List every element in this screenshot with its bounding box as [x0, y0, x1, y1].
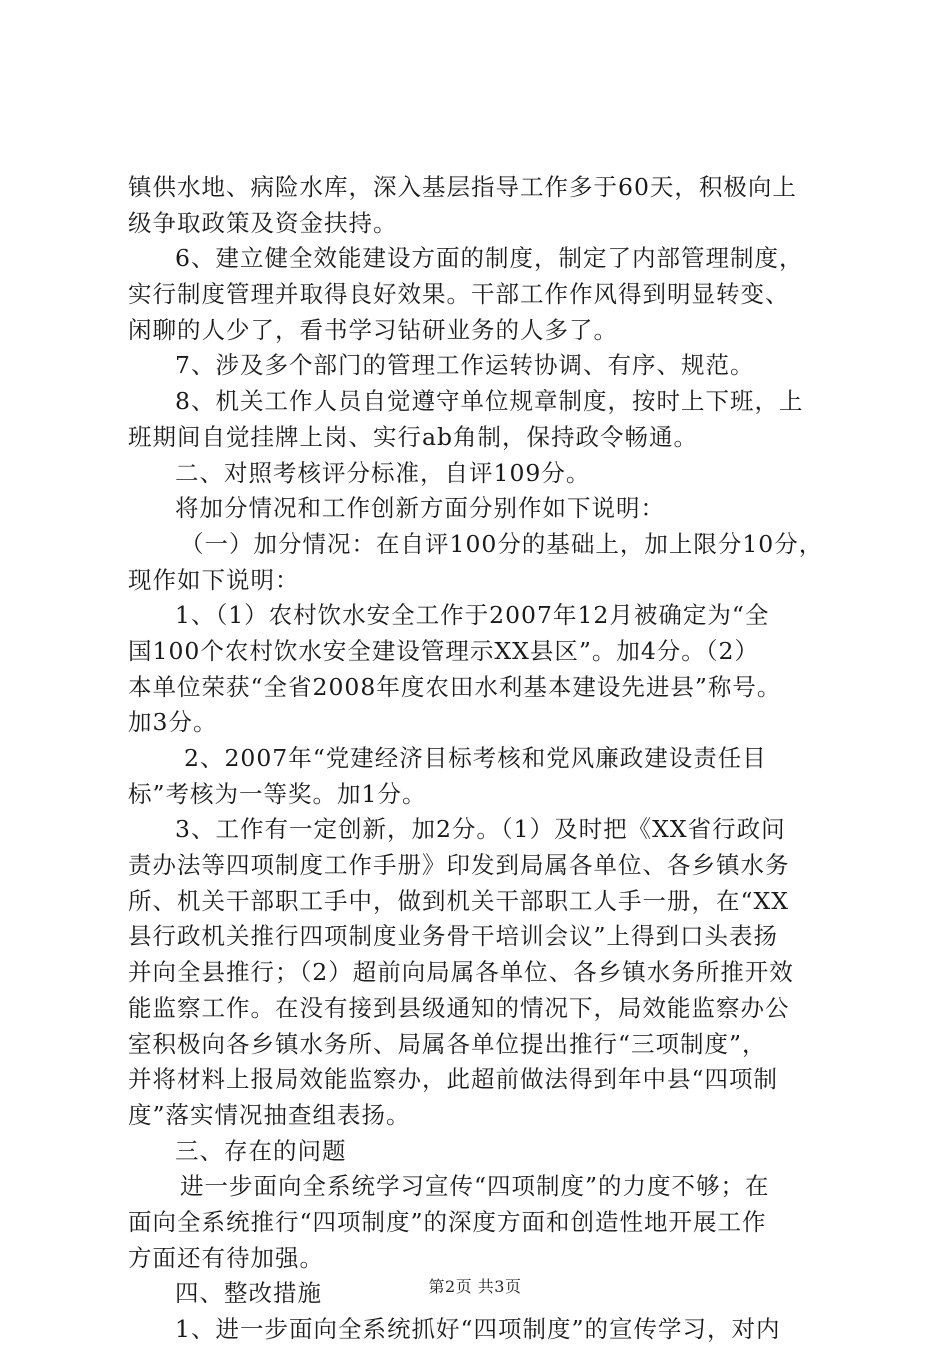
section-heading: 四、整改措施 [175, 1279, 322, 1308]
text-line: 现作如下说明： [128, 565, 300, 594]
text-line: 1、进一步面向全系统抓好“四项制度”的宣传学习，对内 [175, 1315, 781, 1343]
text-line: 加3分。 [128, 708, 218, 737]
text-line: 室积极向各乡镇水务所、局属各单位提出推行“三项制度”， [128, 1029, 767, 1058]
text-line: 本单位荣获“全省2008年度农田水利基本建设先进县”称号。 [128, 672, 782, 701]
text-line: 7、涉及多个部门的管理工作运转协调、有序、规范。 [175, 351, 755, 380]
section-heading: 二、对照考核评分标准，自评109分。 [175, 458, 591, 487]
document-body [128, 170, 840, 1348]
text-line: 2、2007年“党建经济目标考核和党风廉政建设责任目 [184, 744, 767, 772]
section-heading: 三、存在的问题 [175, 1136, 347, 1165]
text-line: 3、工作有一定创新，加2分。（1）及时把《XX省行政问 [175, 815, 786, 844]
text-line: 1、（1）农村饮水安全工作于2007年12月被确定为“全 [175, 601, 770, 630]
text-line: 能监察工作。在没有接到县级通知的情况下，局效能监察办公 [128, 993, 790, 1022]
text-line: 实行制度管理并取得良好效果。干部工作作风得到明显转变、 [128, 280, 790, 309]
text-line: 责办法等四项制度工作手册》印发到局属各单位、各乡镇水务 [128, 851, 790, 880]
text-line: 班期间自觉挂牌上岗、实行ab角制，保持政令畅通。 [128, 422, 699, 451]
text-line: （一）加分情况：在自评100分的基础上，加上限分10分， [180, 529, 824, 558]
text-line: 并向全县推行；（2）超前向局属各单位、各乡镇水务所推开效 [128, 958, 794, 987]
text-line: 国100个农村饮水安全建设管理示XX县区”。加4分。（2） [128, 636, 759, 665]
text-line: 县行政机关推行四项制度业务骨干培训会议”上得到口头表扬 [128, 922, 779, 951]
text-line: 方面还有待加强。 [128, 1243, 324, 1272]
text-line: 进一步面向全系统学习宣传“四项制度”的力度不够；在 [180, 1172, 770, 1201]
text-line: 并将材料上报局效能监察办，此超前做法得到年中县“四项制 [128, 1065, 779, 1094]
text-line: 标”考核为一等奖。加1分。 [128, 779, 427, 808]
text-line: 闲聊的人少了，看书学习钻研业务的人多了。 [128, 315, 618, 344]
text-line: 6、建立健全效能建设方面的制度，制定了内部管理制度， [175, 244, 804, 273]
page-number-footer: 第2页 共3页 [428, 1277, 522, 1296]
text-line: 度”落实情况抽查组表扬。 [128, 1100, 411, 1129]
text-line: 级争取政策及资金扶持。 [128, 208, 398, 237]
text-line: 所、机关干部职工手中，做到机关干部职工人手一册，在“XX [128, 886, 789, 915]
text-line: 8、机关工作人员自觉遵守单位规章制度，按时上下班，上 [175, 387, 804, 416]
text-line: 将加分情况和工作创新方面分别作如下说明： [175, 494, 665, 523]
text-line: 镇供水地、病险水库，深入基层指导工作多于60天，积极向上 [128, 173, 797, 201]
text-line: 面向全系统推行“四项制度”的深度方面和创造性地开展工作 [128, 1207, 767, 1236]
